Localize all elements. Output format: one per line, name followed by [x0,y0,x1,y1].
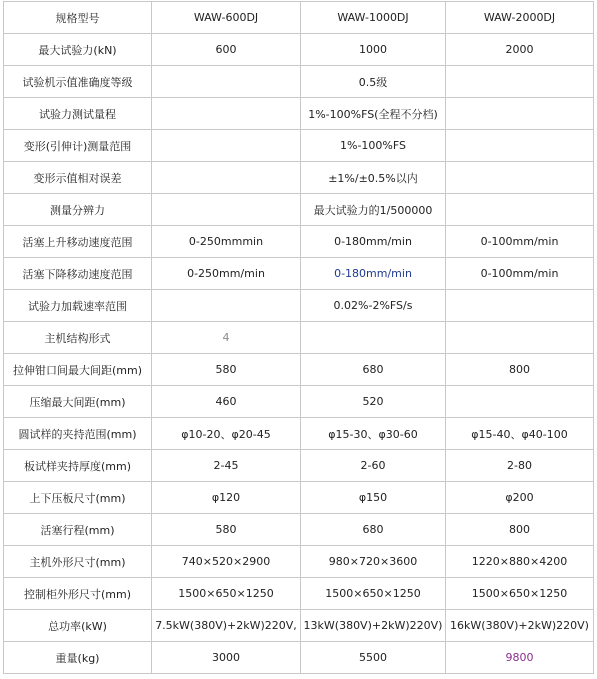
cell-value: 1500×650×1250 [446,578,594,610]
cell-value: 1000 [301,34,446,66]
table-row [4,66,594,98]
cell-value: φ200 [446,482,594,514]
cell-value: 0.02%-2%FS/s [301,290,446,322]
header-cell-waw-1000dj: WAW-1000DJ [301,2,446,34]
table-row [4,322,594,354]
row-label: 变形示值相对误差 [4,162,152,194]
table-row [4,482,594,514]
cell-value: 1%-100%FS [301,130,446,162]
cell-value: 2000 [446,34,594,66]
table-row [4,450,594,482]
table-row [4,194,594,226]
table-row [4,546,594,578]
row-label: 试验机示值准确度等级 [4,66,152,98]
header-cell-model: 规格型号 [4,2,152,34]
cell-value: 800 [446,354,594,386]
cell-value [446,130,594,162]
row-label: 板试样夹持厚度(mm) [4,450,152,482]
row-label: 压缩最大间距(mm) [4,386,152,418]
table-header-row [4,2,594,34]
cell-value: 0-100mm/min [446,226,594,258]
cell-value [446,162,594,194]
row-label: 拉伸钳口间最大间距(mm) [4,354,152,386]
row-label: 圆试样的夹持范围(mm) [4,418,152,450]
cell-value: 800 [446,514,594,546]
cell-value: 9800 [446,642,594,674]
table-row [4,290,594,322]
table-row [4,642,594,674]
cell-value: φ15-40、φ40-100 [446,418,594,450]
table-row [4,514,594,546]
cell-value: 2-60 [301,450,446,482]
table-row [4,162,594,194]
row-label: 活塞下降移动速度范围 [4,258,152,290]
cell-value: 520 [301,386,446,418]
cell-value: 3000 [152,642,301,674]
cell-value [446,194,594,226]
cell-value [152,130,301,162]
cell-value [446,290,594,322]
cell-value: φ120 [152,482,301,514]
cell-value: φ15-30、φ30-60 [301,418,446,450]
row-label: 主机结构形式 [4,322,152,354]
row-label: 总功率(kW) [4,610,152,642]
cell-value: 460 [152,386,301,418]
cell-value [152,290,301,322]
cell-value: 2-80 [446,450,594,482]
table-row [4,226,594,258]
table-row [4,386,594,418]
cell-value: ±1%/±0.5%以内 [301,162,446,194]
spec-table [3,1,594,674]
cell-value: 680 [301,354,446,386]
cell-value: 13kW(380V)+2kW)220V) [301,610,446,642]
cell-value: 2-45 [152,450,301,482]
row-label: 最大试验力(kN) [4,34,152,66]
cell-value: 最大试验力的1/500000 [301,194,446,226]
row-label: 变形(引伸计)测量范围 [4,130,152,162]
cell-value [152,194,301,226]
cell-value: 1%-100%FS(全程不分档) [301,98,446,130]
cell-value: 600 [152,34,301,66]
cell-value [446,98,594,130]
cell-value [152,66,301,98]
row-label: 试验力测试量程 [4,98,152,130]
cell-value: 1500×650×1250 [301,578,446,610]
cell-value: 980×720×3600 [301,546,446,578]
header-cell-waw-600dj: WAW-600DJ [152,2,301,34]
table-row [4,258,594,290]
header-cell-waw-2000dj: WAW-2000DJ [446,2,594,34]
row-label: 控制柜外形尺寸(mm) [4,578,152,610]
cell-value [152,98,301,130]
cell-value: 580 [152,514,301,546]
cell-value: 0-180mm/min [301,258,446,290]
cell-value: 0-250mm/min [152,258,301,290]
cell-value [446,66,594,98]
cell-value [446,322,594,354]
cell-value: 0-100mm/min [446,258,594,290]
table-row [4,98,594,130]
cell-value: 0-250mmmin [152,226,301,258]
table-row [4,578,594,610]
cell-value: 5500 [301,642,446,674]
table-row [4,130,594,162]
cell-value: 680 [301,514,446,546]
row-label: 上下压板尺寸(mm) [4,482,152,514]
table-row [4,34,594,66]
row-label: 活塞上升移动速度范围 [4,226,152,258]
cell-value [301,322,446,354]
cell-value: 0.5级 [301,66,446,98]
table-row [4,354,594,386]
cell-value: 1500×650×1250 [152,578,301,610]
cell-value: 7.5kW(380V)+2kW)220V, [152,610,301,642]
cell-value: φ150 [301,482,446,514]
table-row [4,610,594,642]
row-label: 活塞行程(mm) [4,514,152,546]
row-label: 重量(kg) [4,642,152,674]
cell-value: 1220×880×4200 [446,546,594,578]
cell-value: 4 [152,322,301,354]
cell-value: 16kW(380V)+2kW)220V) [446,610,594,642]
cell-value [446,386,594,418]
cell-value: 740×520×2900 [152,546,301,578]
table-row [4,418,594,450]
cell-value: 580 [152,354,301,386]
row-label: 主机外形尺寸(mm) [4,546,152,578]
row-label: 测量分辨力 [4,194,152,226]
row-label: 试验力加载速率范围 [4,290,152,322]
cell-value: φ10-20、φ20-45 [152,418,301,450]
cell-value: 0-180mm/min [301,226,446,258]
cell-value [152,162,301,194]
